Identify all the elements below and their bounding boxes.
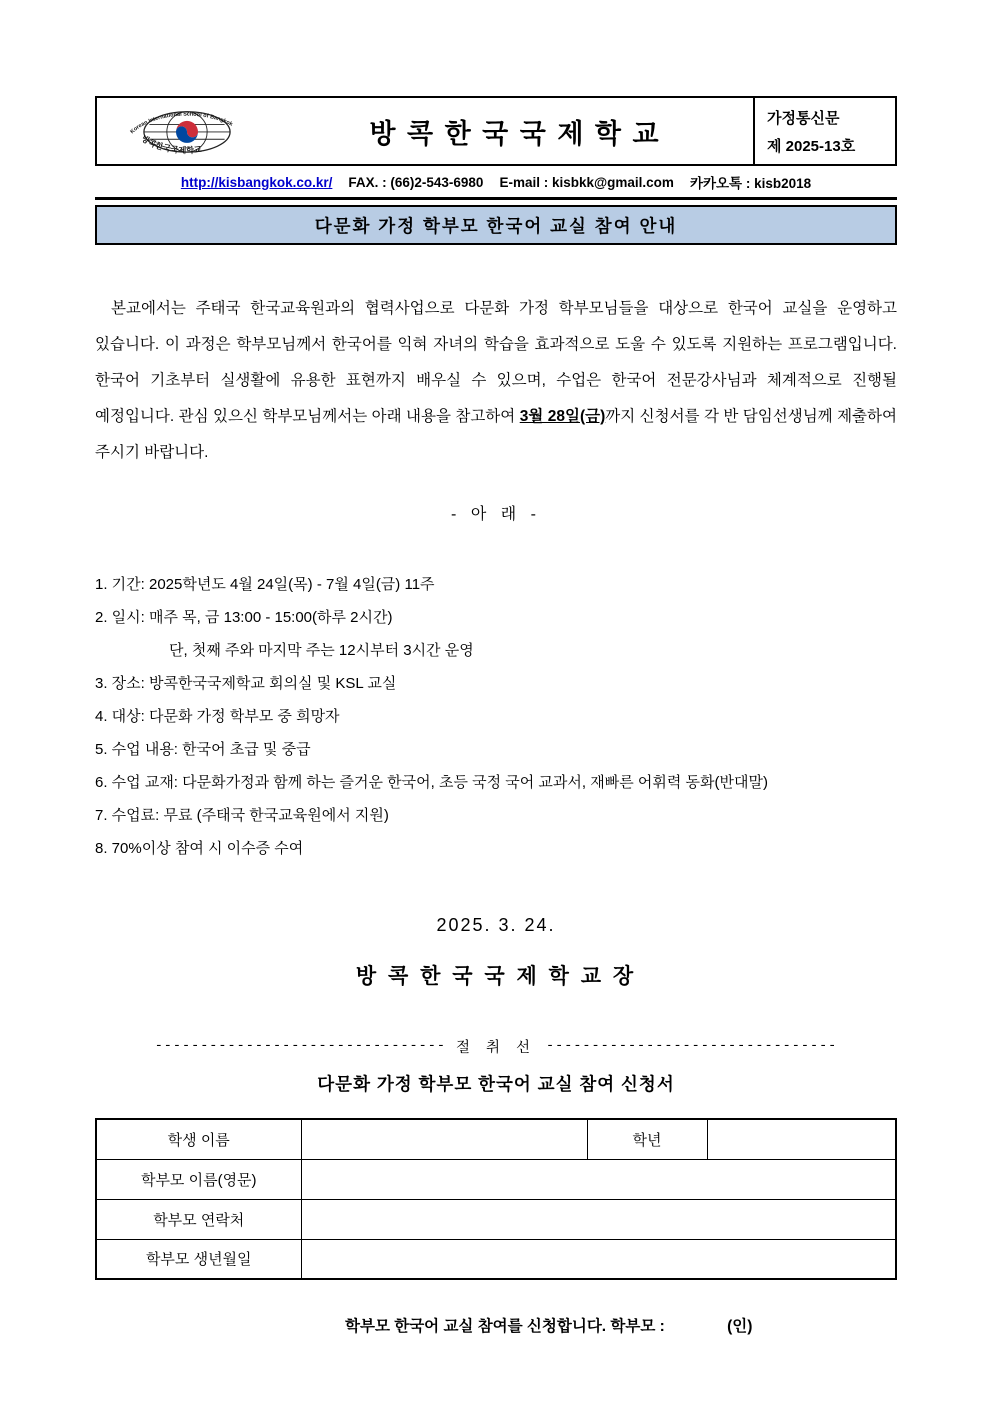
kakao-label: 카카오톡 : kisb2018: [689, 176, 812, 191]
issue-date: 2025. 3. 24.: [436, 915, 556, 935]
parent-contact-input-cell: [301, 1199, 896, 1239]
list-item-continuation: 단, 첫째 주와 마지막 주는 12시부터 3시간 운영: [169, 642, 474, 659]
below-label: - 아 래 -: [451, 506, 541, 523]
student-name-label: 학생 이름: [96, 1119, 301, 1159]
notice-list: [95, 568, 897, 865]
body-paragraph: [95, 291, 897, 471]
parent-birth-label: 학부모 생년월일: [96, 1239, 301, 1279]
list-item: 6. 수업 교재: 다문화가정과 함께 하는 즐거운 한국어, 초등 국정 국어 교과서, 재빠른 어휘력 동화(반대말): [95, 774, 768, 791]
fax-label: FAX. : (66)2-543-6980: [348, 174, 484, 190]
seal-label: (인): [727, 1318, 753, 1335]
notice-title-banner: 다문화 가정 학부모 한국어 교실 참여 안내: [95, 205, 897, 245]
email-label: E-mail : kisbkk@gmail.com: [499, 174, 674, 190]
parent-name-label: 학부모 이름(영문): [96, 1159, 301, 1199]
logo-arc-top-text: Korean International School of Bangkok: [129, 111, 234, 136]
list-item: 8. 70%이상 참여 시 이수증 수여: [95, 840, 304, 857]
signer-title: 방 콕 한 국 국 제 학 교 장: [355, 965, 637, 988]
student-name-input-cell: [301, 1119, 587, 1159]
list-item: 3. 장소: 방콕한국국제학교 회의실 및 KSL 교실: [95, 675, 397, 692]
website-link[interactable]: http://kisbangkok.co.kr/: [180, 174, 333, 190]
table-row: [96, 1159, 896, 1199]
list-item: 2. 일시: 매주 목, 금 13:00 - 15:00(하루 2시간): [95, 609, 393, 626]
contact-bar: [95, 166, 897, 200]
header: [95, 96, 897, 166]
cut-line-label: 절 취 선: [455, 1040, 537, 1056]
grade-label: 학년: [587, 1119, 707, 1159]
application-table: [95, 1118, 897, 1280]
deadline-emphasis: 3월 28일(금): [519, 408, 606, 425]
logo-arc-bottom-text: 방콕한국국제학교: [139, 133, 203, 156]
doc-type-label: 가정통신문: [767, 109, 840, 127]
paragraph-text-before: 본교에서는 주태국 한국교육원과의 협력사업으로 다문화 가정 학부모님들을 대상으로 한국어 교실을 운영하고 있습니다. 이 과정은 학부모님께서 한국어를 익혀 자녀의 학습을 효과적으로 도울 수 있도록 지원하는 프로그램입니다. 한국어 기초부터 실생활에 유용한 표현까지 배우실 수 있으며, 수업은 한국어 전문강사님과 체계적으로 진행될 예정입니다. 관심 있으신 학부모님께서는 아래 내용을 참고하여: [95, 300, 897, 425]
parent-birth-input-cell: [301, 1239, 896, 1279]
parent-name-input-cell: [301, 1159, 896, 1199]
footer-statement: [95, 1314, 897, 1336]
form-title: 다문화 가정 학부모 한국어 교실 참여 신청서: [317, 1074, 675, 1094]
school-logo: [97, 98, 277, 164]
cut-line: [95, 1036, 897, 1057]
cut-line-dashes-right: --------------------------------: [546, 1039, 838, 1054]
parent-contact-label: 학부모 연락처: [96, 1199, 301, 1239]
list-item: 4. 대상: 다문화 가정 학부모 중 희망자: [95, 708, 340, 725]
list-item: 7. 수업료: 무료 (주태국 한국교육원에서 지원): [95, 807, 389, 824]
doc-info: [753, 98, 895, 164]
doc-number: 제 2025-13호: [767, 137, 856, 155]
list-item: 5. 수업 내용: 한국어 초급 및 중급: [95, 741, 311, 758]
table-row: [96, 1239, 896, 1279]
globe-taegeuk-icon: [105, 98, 269, 164]
footer-statement-text: 학부모 한국어 교실 참여를 신청합니다. 학부모 :: [345, 1318, 665, 1335]
table-row: [96, 1199, 896, 1239]
cut-line-dashes-left: --------------------------------: [154, 1039, 446, 1054]
paragraph-text-after: 까지 신청서를 각 반 담임선생님께 제출하여 주시기 바랍니다.: [95, 408, 897, 461]
list-item: 1. 기간: 2025학년도 4월 24일(목) - 7월 4일(금) 11주: [95, 576, 435, 593]
grade-input-cell: [707, 1119, 896, 1159]
table-row: [96, 1119, 896, 1159]
school-name: 방 콕 한 국 국 제 학 교: [369, 118, 661, 149]
